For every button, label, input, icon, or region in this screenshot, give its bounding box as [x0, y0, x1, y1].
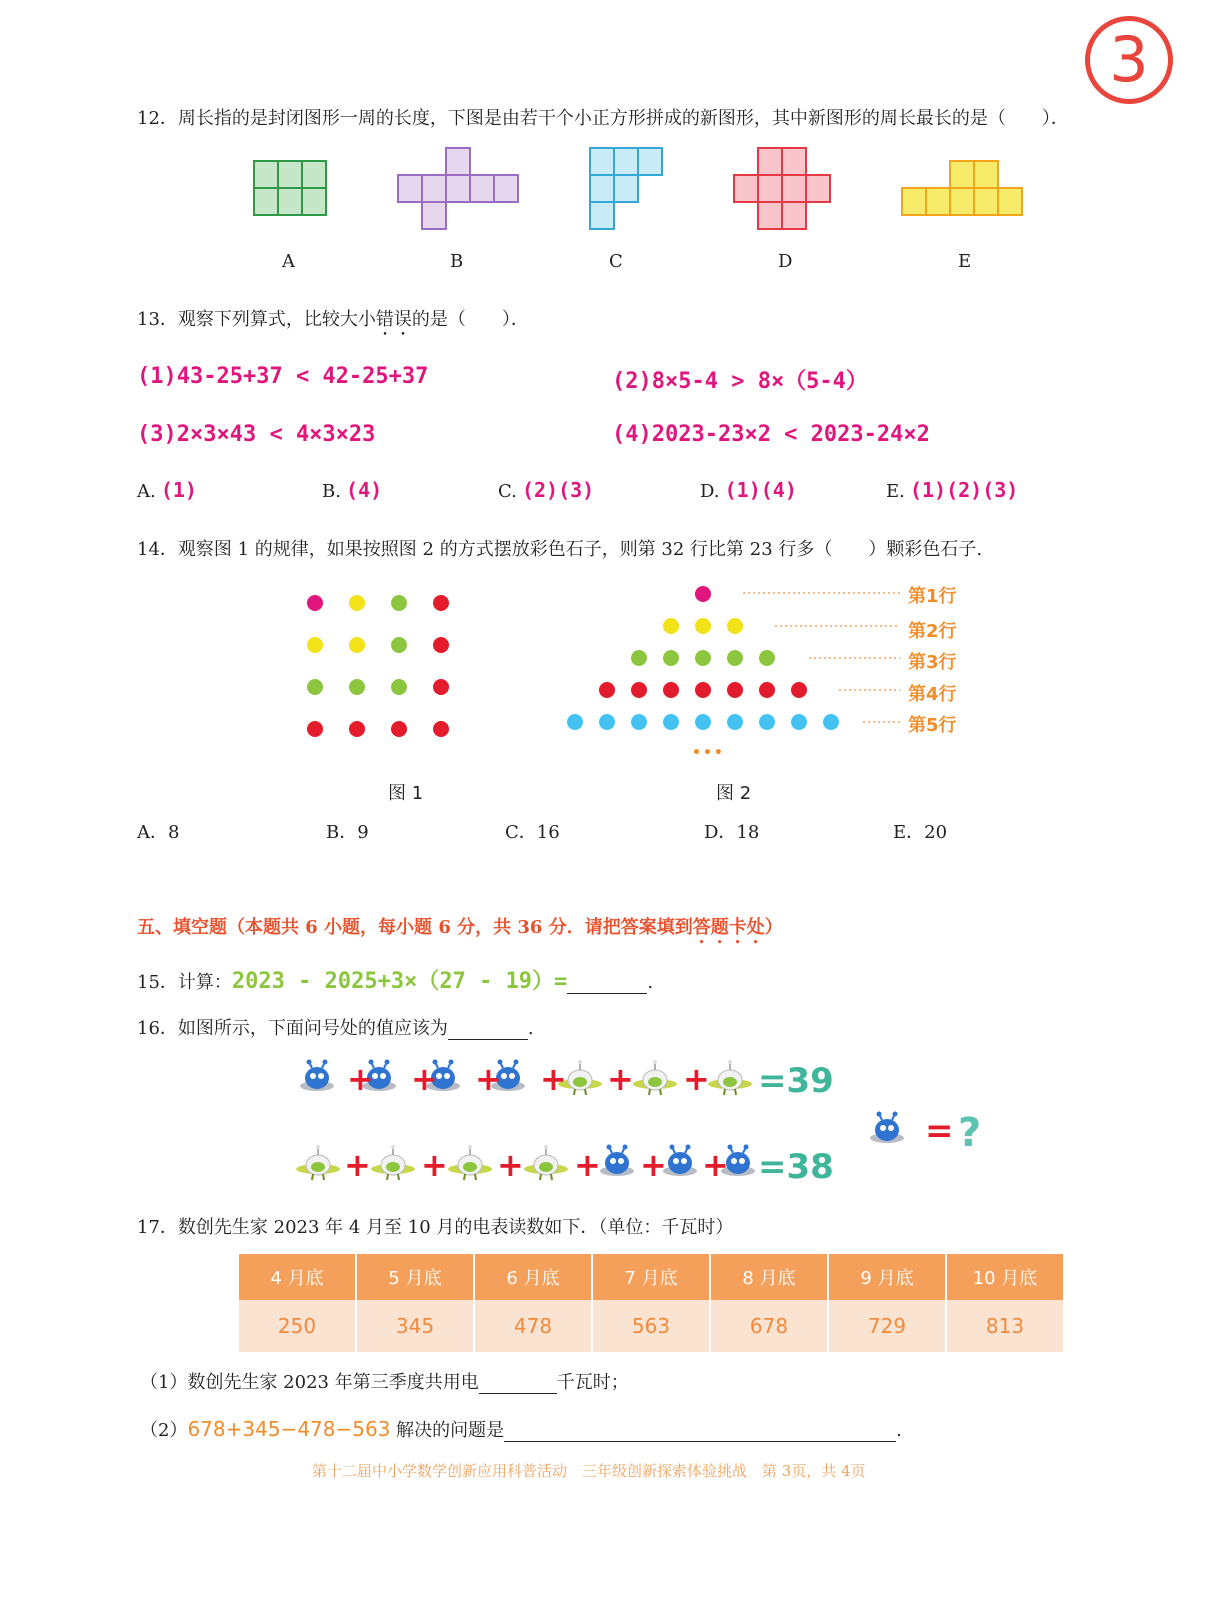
shape-label-a: A — [282, 251, 295, 272]
row-label-5: 第5行 — [908, 715, 957, 736]
value-cell: 563 — [592, 1300, 710, 1352]
expr-1: (1)43-25+37 < 42-25+37 — [137, 364, 429, 389]
shape-c[interactable] — [590, 148, 662, 229]
shape-label-c: C — [609, 251, 623, 272]
q13-option-b[interactable]: B. (4) — [322, 478, 383, 502]
stone — [727, 650, 743, 666]
q14-option-d[interactable]: D．18 — [704, 822, 760, 843]
stone — [631, 714, 647, 730]
stone — [307, 721, 323, 737]
section-5-title: 五、填空题（本题共 6 小题，每小题 6 分，共 36 分．请把答案填到答题卡处） — [137, 917, 783, 938]
question-12-text: 12．周长指的是封闭图形一周的长度，下图是由若干个小正方形拼成的新图形，其中新图形的周长最长的是（ ）． — [137, 108, 1069, 129]
stone — [631, 682, 647, 698]
stone — [307, 637, 323, 653]
question-17-text: 17．数创先生家 2023 年 4 月至 10 月的电表读数如下．（单位：千瓦时） — [137, 1217, 734, 1238]
plus-2: + — [411, 1060, 438, 1098]
plus-1: + — [347, 1060, 374, 1098]
q16-answer-blank[interactable] — [448, 1018, 528, 1040]
stone — [663, 650, 679, 666]
stone — [695, 586, 711, 602]
figure-2 — [555, 578, 985, 778]
stone — [307, 595, 323, 611]
stone — [631, 650, 647, 666]
stone — [695, 682, 711, 698]
equation-2-result: =38 — [758, 1147, 834, 1187]
question-mark: ? — [958, 1110, 982, 1156]
shape-d[interactable] — [734, 148, 830, 229]
expr-4: (4)2023-23×2 < 2023-24×2 — [612, 422, 930, 447]
q12-shapes — [240, 140, 1040, 250]
shape-b[interactable] — [398, 148, 518, 229]
stone — [391, 721, 407, 737]
stone — [791, 682, 807, 698]
q13-option-a[interactable]: A. (1) — [137, 478, 197, 502]
question-16: 16．如图所示，下面问号处的值应该为 . — [137, 1018, 534, 1039]
table-header-row — [239, 1254, 1064, 1300]
stone — [759, 650, 775, 666]
figure-1 — [290, 585, 470, 745]
header-cell: 7 月底 — [592, 1254, 710, 1300]
alien-puzzle — [290, 1050, 1010, 1190]
page-number-badge: 3 — [1085, 16, 1173, 104]
stone — [349, 679, 365, 695]
stone — [349, 721, 365, 737]
header-cell: 5 月底 — [356, 1254, 474, 1300]
value-cell: 345 — [356, 1300, 474, 1352]
shape-label-d: D — [778, 251, 793, 272]
q14-option-c[interactable]: C．16 — [505, 822, 560, 843]
q13-option-c[interactable]: C. (2)(3) — [498, 478, 595, 502]
stone — [307, 679, 323, 695]
table-row — [239, 1300, 1064, 1352]
stone — [759, 714, 775, 730]
plus-4: + — [540, 1060, 567, 1098]
stone — [823, 714, 839, 730]
stone — [663, 618, 679, 634]
stone — [567, 714, 583, 730]
stone — [599, 682, 615, 698]
value-cell: 813 — [946, 1300, 1064, 1352]
row-label-2: 第2行 — [908, 621, 957, 642]
q15-answer-blank[interactable] — [567, 972, 647, 994]
plus-8: + — [421, 1146, 448, 1184]
stone — [695, 650, 711, 666]
shape-e[interactable] — [902, 161, 1022, 215]
header-cell: 10 月底 — [946, 1254, 1064, 1300]
stone — [391, 637, 407, 653]
plus-3: + — [475, 1060, 502, 1098]
header-cell: 8 月底 — [710, 1254, 828, 1300]
stone — [695, 714, 711, 730]
q14-option-e[interactable]: E．20 — [893, 822, 948, 843]
q13-option-d[interactable]: D. (1)(4) — [700, 478, 797, 502]
expr-2: (2)8×5-4 > 8×（5-4） — [612, 369, 868, 394]
header-cell: 9 月底 — [828, 1254, 946, 1300]
meter-readings-table — [239, 1254, 1065, 1352]
plus-12: + — [702, 1146, 729, 1184]
stone — [759, 682, 775, 698]
question-13-text: 13．观察下列算式，比较大小错误的是（ ）． — [137, 309, 529, 330]
figure-1-caption: 图 1 — [388, 783, 424, 804]
expr-3: (3)2×3×43 < 4×3×23 — [137, 422, 376, 447]
shape-a[interactable] — [254, 161, 326, 215]
q17-sub-1: （1）数创先生家 2023 年第三季度共用电 千瓦时； — [140, 1372, 629, 1393]
question-15: 15．计算：2023 - 2025+3×（27 - 19）= . — [137, 969, 654, 994]
shape-label-e: E — [958, 251, 972, 272]
row-label-4: 第4行 — [908, 684, 957, 705]
stone — [695, 618, 711, 634]
page-footer: 第十二届中小学数学创新应用科普活动 三年级创新探索体验挑战 第 3页，共 4页 — [312, 1462, 866, 1480]
row-label-1: 第1行 — [908, 586, 957, 607]
stone — [433, 637, 449, 653]
stone — [727, 682, 743, 698]
q13-option-e[interactable]: E. (1)(2)(3) — [886, 478, 1019, 502]
stone — [391, 679, 407, 695]
q14-option-a[interactable]: A．8 — [137, 822, 180, 843]
value-cell: 678 — [710, 1300, 828, 1352]
stone — [433, 721, 449, 737]
value-cell: 729 — [828, 1300, 946, 1352]
stone — [663, 682, 679, 698]
stone — [349, 595, 365, 611]
q17-sub-2: （2）678+345−478−563 解决的问题是 . — [140, 1417, 902, 1441]
q17-sub1-blank[interactable] — [479, 1372, 557, 1394]
plus-6: + — [683, 1060, 710, 1098]
q14-option-b[interactable]: B．9 — [326, 822, 369, 843]
stone — [727, 618, 743, 634]
header-cell: 4 月底 — [239, 1254, 356, 1300]
equation-1-result: =39 — [758, 1061, 834, 1101]
q15-expression: 2023 - 2025+3×（27 - 19）= — [231, 969, 568, 994]
stone — [663, 714, 679, 730]
figure-2-caption: 图 2 — [716, 783, 752, 804]
row-label-3: 第3行 — [908, 652, 957, 673]
shape-label-b: B — [450, 251, 464, 272]
question-14-text: 14．观察图 1 的规律，如果按照图 2 的方式摆放彩色石子，则第 32 行比第 23 行多（ ）颗彩色石子. — [137, 539, 983, 560]
stone — [727, 714, 743, 730]
stone — [433, 679, 449, 695]
stone — [391, 595, 407, 611]
stone — [791, 714, 807, 730]
plus-5: + — [607, 1060, 634, 1098]
stone — [433, 595, 449, 611]
q17-sub2-blank[interactable] — [504, 1420, 896, 1442]
ellipsis: ••• — [692, 745, 725, 761]
value-cell: 250 — [239, 1300, 356, 1352]
value-cell: 478 — [474, 1300, 592, 1352]
plus-9: + — [497, 1146, 524, 1184]
stone — [349, 637, 365, 653]
question-equals: = — [925, 1111, 954, 1151]
stone — [599, 714, 615, 730]
plus-11: + — [640, 1146, 667, 1184]
plus-7: + — [344, 1146, 371, 1184]
plus-10: + — [574, 1146, 601, 1184]
header-cell: 6 月底 — [474, 1254, 592, 1300]
